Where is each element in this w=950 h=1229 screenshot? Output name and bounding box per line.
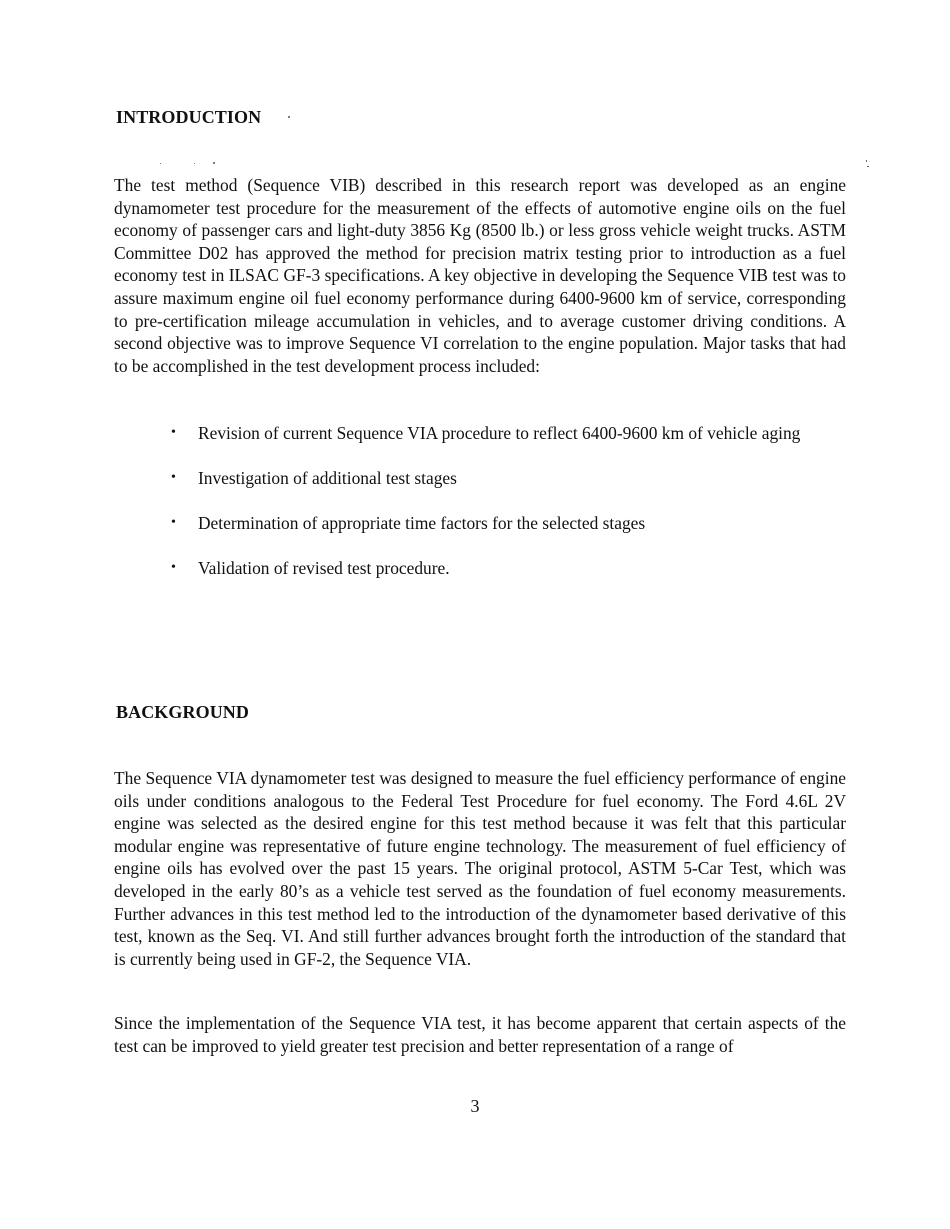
scan-speck	[194, 163, 195, 164]
list-item	[168, 422, 846, 445]
bullet-icon: •	[171, 425, 176, 440]
list-item	[168, 557, 846, 580]
scan-speck	[867, 166, 869, 167]
list-item-text: Revision of current Sequence VIA procedure to reflect 6400-9600 km of vehicle aging	[198, 423, 801, 443]
list-item-text: Investigation of additional test stages	[198, 468, 457, 489]
scan-speck	[160, 163, 161, 164]
bullet-icon: •	[171, 470, 176, 486]
list-item	[168, 512, 846, 535]
background-heading: BACKGROUND	[116, 702, 250, 722]
scan-speck	[213, 162, 215, 164]
bullet-icon: •	[171, 515, 176, 531]
task-list	[168, 422, 846, 602]
introduction-paragraph: The test method (Sequence VIB) described in this research report was developed as an engine dynamometer test procedure for the measurement of the effects of automotive engine oils on the fuel economy of passenger cars and light-duty 3856 Kg (8500 lb.) or less gross vehicle weight trucks. ASTM Committee D02 has approved the method for precision matrix testing prior to introduction as a fuel economy test in ILSAC GF-3 specifications. A key objective in developing the Sequence VIB test was to assure maximum engine oil fuel economy performance during 6400-9600 km of service, corresponding to pre-certification mileage accumulation in vehicles, and to average customer driving conditions. A second objective was to improve Sequence VI correlation to the engine population. Major tasks that had to be accomplished in the test development process included:	[114, 175, 846, 376]
list-item	[168, 467, 846, 490]
list-item-text: Determination of appropriate time factors for the selected stages	[198, 513, 646, 534]
list-item-text: Validation of revised test procedure.	[198, 558, 450, 579]
scan-speck	[288, 116, 290, 118]
introduction-heading: INTRODUCTION	[116, 107, 262, 127]
scan-speck	[866, 160, 867, 162]
background-paragraph-1: The Sequence VIA dynamometer test was designed to measure the fuel efficiency performance of engine oils under conditions analogous to the Federal Test Procedure for fuel economy. The Ford 4.6L 2V engine was selected as the desired engine for this test method because it was felt that this particular modular engine was representative of future engine technology. The measurement of fuel efficiency of engine oils has evolved over the past 15 years. The original protocol, ASTM 5-Car Test, which was developed in the early 80’s as a vehicle test served as the foundation of fuel economy measurements. Further advances in this test method led to the introduction of the dynamometer based derivative of this test, known as the Seq. VI. And still further advances brought forth the introduction of the standard that is currently being used in GF-2, the Sequence VIA.	[114, 768, 846, 969]
background-paragraph-2: Since the implementation of the Sequence VIA test, it has become apparent that certain aspects of the test can be improved to yield greater test precision and better representation of a range of	[114, 1013, 846, 1056]
bullet-icon: •	[171, 560, 176, 576]
page-number: 3	[470, 1096, 480, 1116]
